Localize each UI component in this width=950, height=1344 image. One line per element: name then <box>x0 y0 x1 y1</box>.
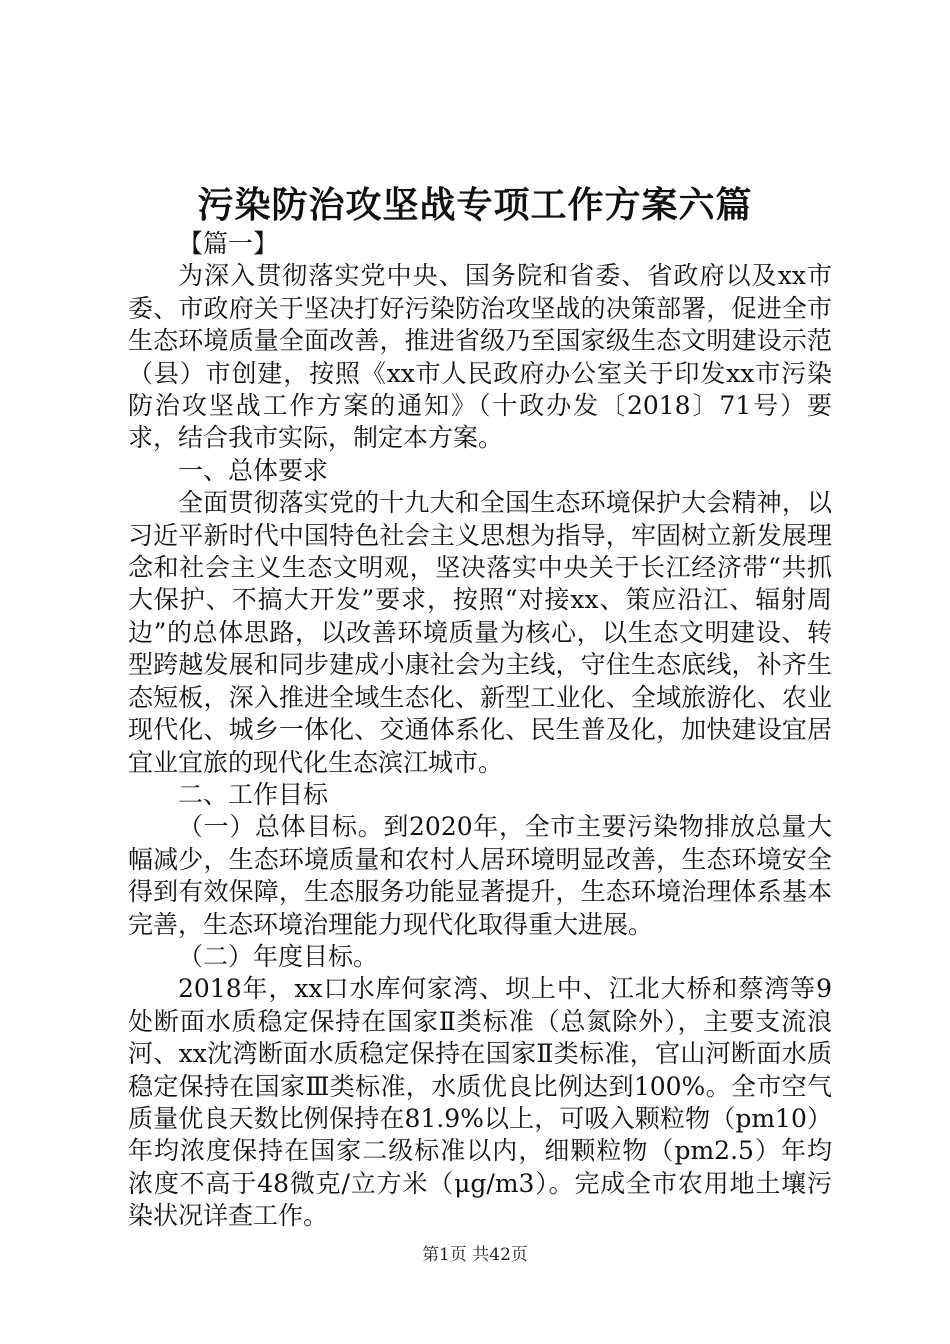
overall-goal-paragraph: （一）总体目标。到2020年，全市主要污染物排放总量大幅减少，生态环境质量和农村人居环境明显改善，生态环境安全得到有效保障，生态服务功能显著提升，生态环境治理体系基本完善，生态环境治理能力现代化取得重大进展。 <box>128 812 832 939</box>
page-footer: 第1页 共42页 <box>422 1245 528 1265</box>
annual-goal-paragraph: 2018年，xx口水库何家湾、坝上中、江北大桥和蔡湾等9处断面水质稳定保持在国家Ⅱ类标准（总氮除外），主要支流浪河、xx沈湾断面水质稳定保持在国家Ⅱ类标准，官山河断面水质稳定保持在国家Ⅲ类标准，水质优良比例达到100%。全市空气质量优良天数比例保持在81.9%以上，可吸入颗粒物（pm10）年均浓度保持在国家二级标准以内，细颗粒物（pm2.5）年均浓度不高于48微克/立方米（μg/m3）。完成全市农用地土壤污染状况详查工作。 <box>128 974 832 1231</box>
general-requirements-paragraph: 全面贯彻落实党的十九大和全国生态环境保护大会精神，以习近平新时代中国特色社会主义思想为指导，牢固树立新发展理念和社会主义生态文明观，坚决落实中央关于长江经济带“共抓大保护、不搞大开发”要求，按照“对接xx、策应沿江、辐射周边”的总体思路，以改善环境质量为核心，以生态文明建设、转型跨越发展和同步建成小康社会为主线，守住生态底线，补齐生态短板，深入推进全域生态化、新型工业化、全域旅游化、农业现代化、城乡一体化、交通体系化、民生普及化，加快建设宜居宜业宜旅的现代化生态滨江城市。 <box>128 488 832 777</box>
heading-work-goals: 二、工作目标 <box>178 779 329 809</box>
section-label: 【篇一】 <box>178 229 279 258</box>
heading-annual-goal: （二）年度目标。 <box>178 941 379 971</box>
document-title: 污染防治攻坚战专项工作方案六篇 <box>197 184 753 226</box>
intro-paragraph: 为深入贯彻落实党中央、国务院和省委、省政府以及xx市委、市政府关于坚决打好污染防治攻坚战的决策部署，促进全市生态环境质量全面改善，推进省级乃至国家级生态文明建设示范（县）市创建，按照《xx市人民政府办公室关于印发xx市污染防治攻坚战工作方案的通知》（十政办发〔2018〕71号）要求，结合我市实际，制定本方案。 <box>128 261 832 453</box>
heading-general-requirements: 一、总体要求 <box>178 455 329 485</box>
document-body <box>128 228 832 1233</box>
